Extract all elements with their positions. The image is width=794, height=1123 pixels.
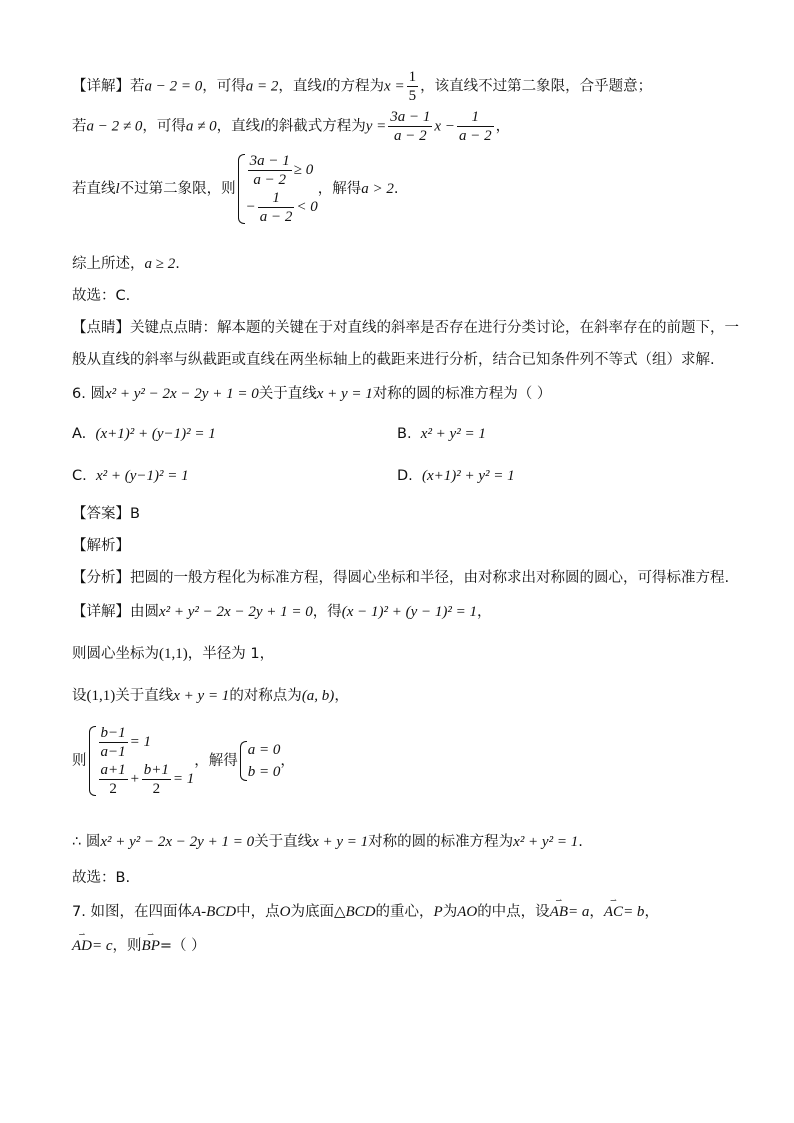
math: A-BCD (191, 904, 237, 920)
math: (x − 1)² + (y − 1)² = 1 (341, 604, 478, 620)
math: l (321, 78, 327, 95)
math: a ≥ 2 (144, 256, 176, 272)
math: a > 2 (361, 181, 394, 197)
option-c[interactable] (72, 468, 189, 485)
math: P (433, 904, 443, 920)
text: ，可得 (202, 78, 246, 95)
vector: ⇀ AD (72, 936, 92, 956)
analysis-heading: 【解析】 (72, 538, 130, 554)
solution-system: a = 0 b = 0 (238, 739, 281, 783)
text: ，半径为 1， (187, 646, 275, 662)
math: AO (457, 904, 478, 920)
math: (a, b) (301, 688, 335, 704)
text: 若 (72, 118, 87, 135)
conclusion-line (72, 832, 583, 852)
remark-line-2: 般从直线的斜率与纵截距或直线在两坐标轴上的截距来进行分析，结合已知条件列不等式（组）求解. (72, 352, 715, 368)
math: (1,1) (86, 688, 116, 704)
option-b[interactable] (397, 426, 486, 443)
text: . (175, 256, 180, 272)
text: 6. 圆 (72, 386, 105, 402)
detail-tag: 【详解】 (72, 78, 130, 95)
math: (1,1) (159, 646, 188, 662)
math: (x+1)² + (y−1)² = 1 (95, 426, 216, 442)
question-7-line-1 (72, 902, 659, 922)
text: 对称的圆的标准方程为 (368, 834, 514, 850)
text: 关于直线 (115, 688, 174, 704)
option-d[interactable] (397, 468, 515, 485)
text: ，则 (112, 938, 142, 954)
option-a[interactable] (72, 426, 216, 443)
fraction: $\frac{1}{a - 2}$ (458, 109, 492, 144)
text: 7. 如图，在四面体 (72, 904, 192, 920)
math: a − 2 ≠ 0 (86, 118, 143, 135)
text: 为 (442, 904, 458, 920)
text: 关于直线 (258, 386, 317, 402)
text: ， (334, 688, 349, 704)
text: 的对称点为 (229, 688, 302, 704)
math: x − (434, 118, 455, 135)
text: 的斜截式方程为 (264, 118, 366, 135)
text: ，解得 (194, 753, 238, 769)
text: 若 (130, 78, 145, 95)
math: = a (568, 904, 590, 920)
math: y = (365, 118, 387, 135)
option-label: C. (72, 468, 87, 484)
text: =（ ） (159, 938, 206, 954)
text: 对称的圆的标准方程为（ ） (372, 386, 552, 402)
math: x + y = 1 (312, 834, 369, 850)
text: 不过第二象限，则 (119, 181, 236, 197)
text: 综上所述， (72, 256, 145, 272)
math: x + y = 1 (316, 386, 373, 402)
text: ， (589, 904, 604, 920)
text: ， (644, 904, 659, 920)
remark-line-1: 【点睛】关键点点睛：解本题的关键在于对直线的斜率是否存在进行分类讨论，在斜率存在的前题下，一 (72, 320, 739, 336)
equation-system-line (72, 724, 295, 798)
text: 设 (72, 688, 87, 704)
text: ， (495, 118, 511, 135)
text: 【详解】由圆 (72, 604, 159, 620)
text: ，该直线不过第二象限，合乎题意； (420, 78, 653, 95)
text: ，得 (312, 604, 342, 620)
option-label: A. (72, 426, 87, 442)
text: 若直线 (72, 181, 116, 197)
math: a = 2 (245, 78, 279, 95)
math: l (115, 181, 120, 197)
question-6 (72, 384, 551, 404)
choice-line: 故选：C. (72, 288, 131, 304)
text: 的方程为 (326, 78, 385, 95)
option-label: B. (397, 426, 412, 442)
math: x² + y² − 2x − 2y + 1 = 0 (100, 834, 255, 850)
question-7-line-2 (72, 936, 206, 956)
math: a − 2 = 0 (144, 78, 203, 95)
inequality-system: $\frac{3a - 1}{a - 2}$ ≥ 0 − $\frac{1}{a - 2}$ < 0 (236, 152, 318, 226)
math: x + y = 1 (173, 688, 230, 704)
summary-line (72, 254, 180, 274)
text: 则圆心坐标为 (72, 646, 159, 662)
text: ， (280, 753, 295, 769)
detail-line-3 (72, 152, 399, 226)
fraction: $\frac{3a - 1}{a - 2}$ (390, 109, 431, 144)
text: . (578, 834, 583, 850)
math: △BCD (333, 904, 376, 920)
vector: ⇀ AB (550, 902, 568, 922)
symmetric-point-line (72, 686, 349, 706)
math: x² + y² = 1 (513, 834, 579, 850)
answer-line: 【答案】B (72, 506, 140, 522)
center-line (72, 644, 274, 664)
math: = b (623, 904, 645, 920)
text: 中，点 (236, 904, 280, 920)
detail-line-1 (72, 68, 652, 105)
text: 的重心， (375, 904, 434, 920)
vector: ⇀ AC (604, 902, 623, 922)
text: . (393, 181, 399, 197)
text: ，解得 (317, 181, 362, 197)
math: O (279, 904, 291, 920)
vector: ⇀ BP (142, 936, 160, 956)
detail-line-q6-1 (72, 602, 492, 622)
equation-system: $\frac{b-1}{a-1}$ = 1 $\frac{a+1}{2}$ + $\frac{b+1}{2}$ = 1 (87, 724, 195, 798)
text: ，直线 (278, 78, 322, 95)
analysis-line: 【分析】把圆的一般方程化为标准方程，得圆心坐标和半径，由对称求出对称圆的圆心，可得标准方程. (72, 570, 730, 586)
math: (x+1)² + y² = 1 (422, 468, 515, 484)
math: x = (384, 78, 405, 95)
math: x² + y² − 2x − 2y + 1 = 0 (104, 386, 259, 402)
option-label: D. (397, 468, 413, 484)
choice-line-2: 故选：B. (72, 870, 131, 886)
text: 关于直线 (254, 834, 313, 850)
math: x² + y² = 1 (420, 426, 486, 442)
math: a ≠ 0 (185, 118, 217, 135)
text: 为底面 (290, 904, 334, 920)
math: x² + (y−1)² = 1 (95, 468, 189, 484)
text: 则 (72, 753, 87, 769)
math: = c (92, 938, 113, 954)
text: ，直线 (216, 118, 261, 135)
text: ，可得 (142, 118, 186, 135)
text: ， (477, 604, 492, 620)
math: x² + y² − 2x − 2y + 1 = 0 (159, 604, 313, 620)
detail-line-2 (72, 108, 510, 145)
text: 的中点，设 (477, 904, 550, 920)
math: l (260, 118, 265, 135)
fraction: $\frac{1}{5}$ (408, 69, 417, 104)
text: ∴ 圆 (72, 834, 101, 850)
